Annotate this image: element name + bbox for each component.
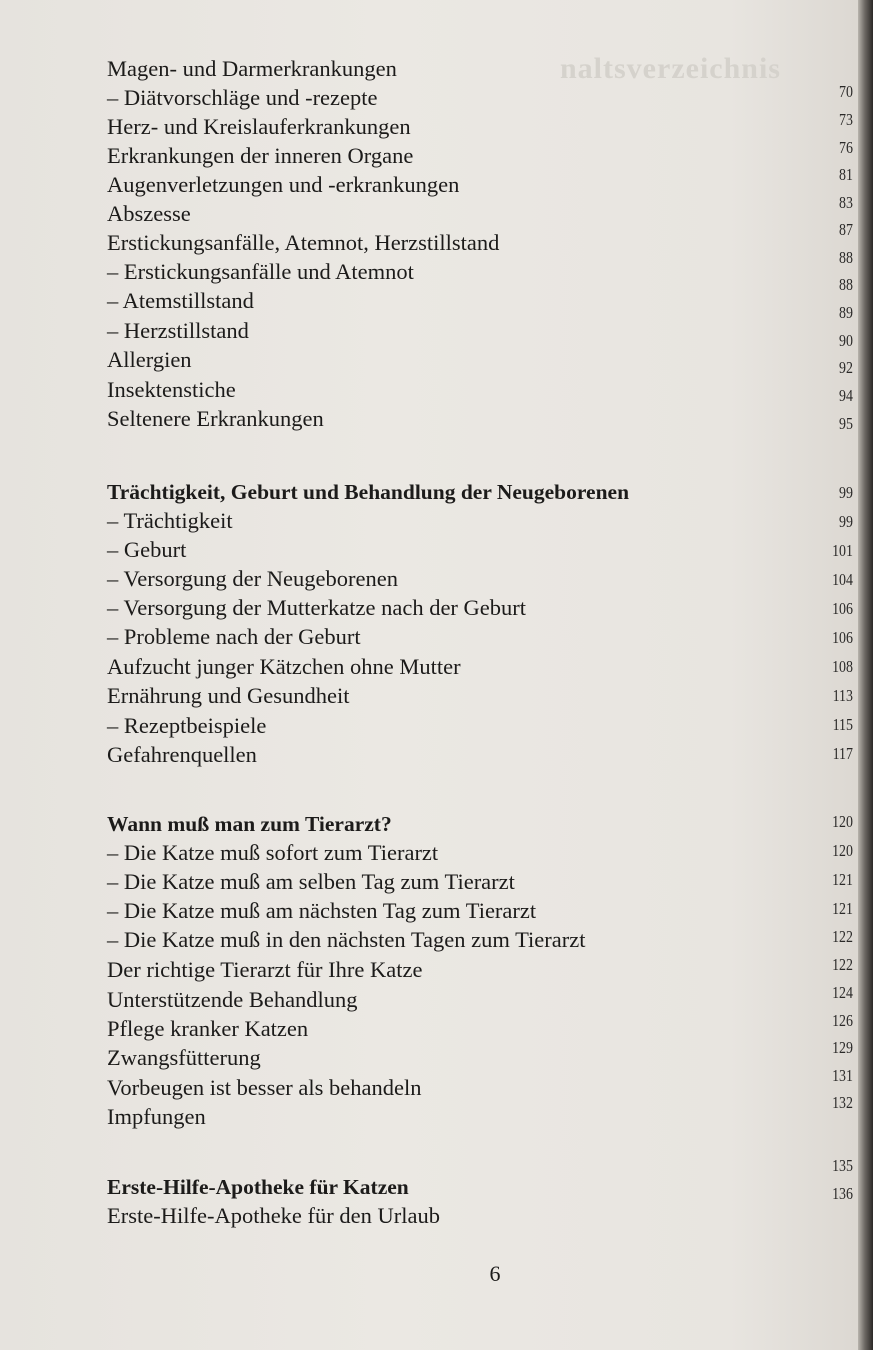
toc-entry: Allergien: [107, 347, 192, 372]
toc-page-number: 113: [832, 686, 853, 705]
toc-entry: Der richtige Tierarzt für Ihre Katze: [107, 957, 423, 982]
toc-entry: – Probleme nach der Geburt: [107, 624, 361, 649]
toc-page-number: 99: [839, 512, 853, 531]
toc-entry: Magen- und Darmerkrankungen: [107, 56, 397, 81]
toc-entry: Abszesse: [107, 201, 191, 226]
toc-page-number: 88: [839, 248, 853, 267]
toc-page-number: 120: [832, 841, 853, 860]
toc-page-number: 89: [839, 303, 853, 322]
toc-entry: – Herzstillstand: [107, 318, 249, 343]
toc-entry: Pflege kranker Katzen: [107, 1016, 309, 1041]
toc-page-number: 101: [832, 541, 853, 560]
toc-page-number: 73: [839, 110, 853, 129]
toc-entry: Erste-Hilfe-Apotheke für den Urlaub: [107, 1203, 440, 1228]
toc-entry: – Die Katze muß am selben Tag zum Tierarzt: [107, 869, 515, 894]
toc-section-heading: Trächtigkeit, Geburt und Behandlung der Neugeborenen: [107, 480, 630, 504]
toc-page-number: 122: [832, 927, 853, 946]
toc-page-number: 106: [832, 599, 853, 618]
toc-page-number: 136: [832, 1184, 853, 1203]
toc-entry: Vorbeugen ist besser als behandeln: [107, 1075, 422, 1100]
toc-entry: Augenverletzungen und -erkrankungen: [107, 172, 460, 197]
toc-page-number: 115: [832, 715, 853, 734]
toc-section-heading: Erste-Hilfe-Apotheke für Katzen: [107, 1175, 409, 1199]
toc-page-number: 121: [832, 870, 853, 889]
page-number-footer: 6: [489, 1261, 501, 1286]
toc-page-number: 70: [839, 82, 853, 101]
toc-entry: – Die Katze muß sofort zum Tierarzt: [107, 840, 439, 865]
toc-page-number: 81: [839, 165, 853, 184]
toc-page-number: 126: [832, 1011, 853, 1030]
toc-entry: Aufzucht junger Kätzchen ohne Mutter: [107, 654, 461, 679]
toc-page-number: 76: [839, 138, 853, 157]
toc-page-number: 87: [839, 220, 853, 239]
toc-page-number: 94: [839, 386, 853, 405]
toc-page-number: 104: [832, 570, 853, 589]
toc-entry: Ernährung und Gesundheit: [107, 683, 350, 708]
toc-page-number: 92: [839, 358, 853, 377]
toc-entry: Seltenere Erkrankungen: [107, 406, 324, 431]
toc-entry: Gefahrenquellen: [107, 742, 257, 767]
toc-page-number: 122: [832, 955, 853, 974]
toc-entry: – Rezeptbeispiele: [107, 713, 267, 738]
toc-entry: Insektenstiche: [107, 377, 236, 402]
toc-entry: – Versorgung der Neugeborenen: [107, 566, 398, 591]
toc-page-number: 108: [832, 657, 853, 676]
toc-entry: Zwangsfütterung: [107, 1045, 261, 1070]
toc-section-heading: Wann muß man zum Tierarzt?: [107, 812, 392, 836]
toc-page-number: 121: [832, 899, 853, 918]
show-through-heading: naltsverzeichnis: [560, 52, 781, 85]
toc-page-number: 131: [832, 1066, 853, 1085]
toc-page-number: 132: [832, 1093, 853, 1112]
toc-entry: – Trächtigkeit: [107, 508, 233, 533]
toc-entry: – Die Katze muß am nächsten Tag zum Tierarzt: [107, 898, 537, 923]
toc-page-number: 99: [839, 483, 853, 502]
toc-page-number: 95: [839, 414, 853, 433]
toc-entry: – Die Katze muß in den nächsten Tagen zum Tierarzt: [107, 927, 586, 952]
toc-page-number: 88: [839, 275, 853, 294]
toc-page-number: 120: [832, 812, 853, 831]
toc-entry: – Erstickungsanfälle und Atemnot: [107, 259, 414, 284]
toc-page-number: 83: [839, 193, 853, 212]
toc-entry: Herz- und Kreislauferkrankungen: [107, 114, 411, 139]
toc-entry: – Atemstillstand: [107, 288, 254, 313]
page-edge: [858, 0, 873, 1350]
toc-entry: Erstickungsanfälle, Atemnot, Herzstillstand: [107, 230, 500, 255]
toc-page-number: 106: [832, 628, 853, 647]
toc-entry: Unterstützende Behandlung: [107, 987, 358, 1012]
toc-page-number: 124: [832, 983, 853, 1002]
toc-entry: Impfungen: [107, 1104, 206, 1129]
toc-entry: – Geburt: [107, 537, 187, 562]
toc-page-number: 135: [832, 1156, 853, 1175]
toc-page-number: 129: [832, 1038, 853, 1057]
toc-entry: – Versorgung der Mutterkatze nach der Geburt: [107, 595, 527, 620]
toc-entry: Erkrankungen der inneren Organe: [107, 143, 414, 168]
toc-page-number: 117: [832, 744, 853, 763]
toc-entry: – Diätvorschläge und -rezepte: [107, 85, 378, 110]
toc-page-number: 90: [839, 331, 853, 350]
